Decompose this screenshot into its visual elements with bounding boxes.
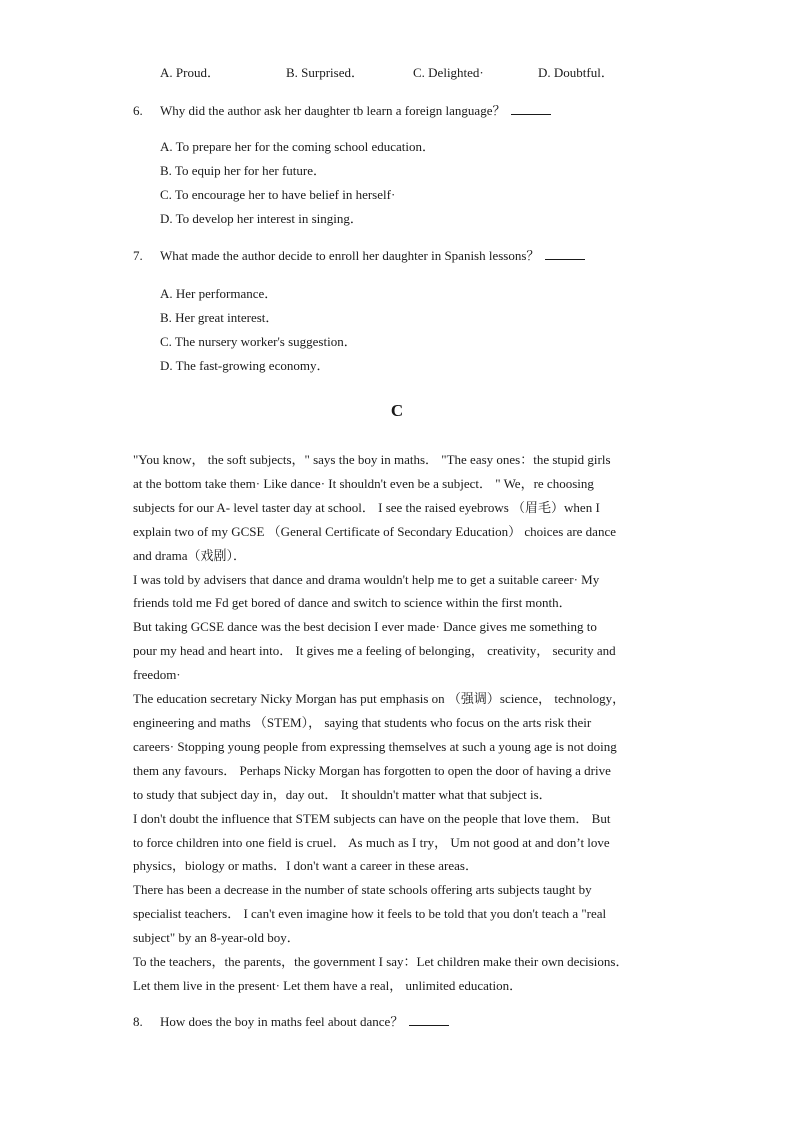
- q7-option-b[interactable]: B. Her great interest．: [160, 310, 279, 325]
- q6-option-d[interactable]: D. To develop her interest in singing．: [160, 211, 363, 226]
- question-number: 6.: [133, 103, 143, 118]
- question-text: What made the author decide to enroll her daughter in Spanish lessons？: [160, 248, 540, 263]
- option-a[interactable]: A. Proud．: [160, 65, 220, 80]
- passage-line: There has been a decrease in the number of state schools offering arts subjects taught by: [133, 882, 592, 898]
- passage-line: But taking GCSE dance was the best decision I ever made· Dance gives me something to: [133, 619, 597, 635]
- passage-line: to force children into one field is cruel． As much as I try， Um not good at and don’t love: [133, 834, 610, 850]
- answer-blank[interactable]: [511, 102, 551, 115]
- passage-line: explain two of my GCSE （General Certificate of Secondary Education） choices are dance: [133, 523, 616, 539]
- passage-line: To the teachers，the parents，the government I say：Let children make their own decisions．: [133, 954, 629, 970]
- passage-line: to study that subject day in，day out． It shouldn't matter what that subject is．: [133, 786, 552, 802]
- option-b[interactable]: B. Surprised．: [286, 65, 365, 80]
- passage-line: subjects for our A- level taster day at school． I see the raised eyebrows （眉毛）when I: [133, 499, 600, 515]
- passage-line: pour my head and heart into． It gives me a feeling of belonging， creativity， security and: [133, 643, 616, 659]
- passage-line: subject" by an 8-year-old boy．: [133, 930, 300, 946]
- reading-passage: [133, 448, 663, 998]
- passage-line: I was told by advisers that dance and drama wouldn't help me to get a suitable career· My: [133, 571, 600, 587]
- passage-line: Let them live in the present· Let them have a real， unlimited education．: [133, 977, 523, 993]
- question-text: How does the boy in maths feel about dance？: [160, 1014, 404, 1029]
- passage-line: freedom·: [133, 667, 181, 683]
- q6-option-c[interactable]: C. To encourage her to have belief in herself·: [160, 187, 396, 202]
- q7-option-a[interactable]: A. Her performance．: [160, 286, 278, 301]
- passage-line: physics，biology or maths．I don't want a career in these areas．: [133, 858, 478, 874]
- question-8: [133, 1013, 449, 1031]
- option-d[interactable]: D. Doubtful．: [538, 65, 614, 80]
- question-text: Why did the author ask her daughter tb learn a foreign language？: [160, 103, 506, 118]
- q6-option-b[interactable]: B. To equip her for her future．: [160, 163, 326, 178]
- passage-line: engineering and maths （STEM）， saying that students who focus on the arts risk their: [133, 714, 592, 730]
- q6-option-a[interactable]: A. To prepare her for the coming school education．: [160, 139, 436, 154]
- option-c[interactable]: C. Delighted·: [413, 65, 484, 80]
- passage-line: specialist teachers． I can't even imagine how it feels to be told that you don't teach a "real: [133, 906, 607, 922]
- question-5-options: [160, 64, 680, 84]
- passage-line: at the bottom take them· Like dance· It shouldn't even be a subject． " We，re choosing: [133, 475, 594, 491]
- passage-line: them any favours． Perhaps Nicky Morgan has forgotten to open the door of having a drive: [133, 762, 611, 778]
- passage-line: I don't doubt the influence that STEM subjects can have on the people that love them． But: [133, 810, 611, 826]
- passage-line: "You know， the soft subjects，" says the boy in maths． "The easy ones：the stupid girls: [133, 452, 611, 467]
- section-heading: C: [390, 401, 404, 420]
- passage-line: careers· Stopping young people from expressing themselves at such a young age is not doing: [133, 738, 617, 754]
- passage-line: and drama（戏剧）．: [133, 547, 247, 563]
- answer-blank[interactable]: [545, 247, 585, 260]
- passage-line: friends told me Fd get bored of dance and switch to science within the first month．: [133, 595, 572, 611]
- answer-blank[interactable]: [409, 1013, 449, 1026]
- question-6: [133, 102, 551, 120]
- q7-option-c[interactable]: C. The nursery worker's suggestion．: [160, 334, 357, 349]
- question-7: [133, 247, 585, 265]
- question-number: 7.: [133, 248, 143, 263]
- q7-option-d[interactable]: D. The fast-growing economy．: [160, 358, 330, 373]
- passage-line: The education secretary Nicky Morgan has put emphasis on （强调）science， technology，: [133, 691, 626, 707]
- question-number: 8.: [133, 1014, 143, 1029]
